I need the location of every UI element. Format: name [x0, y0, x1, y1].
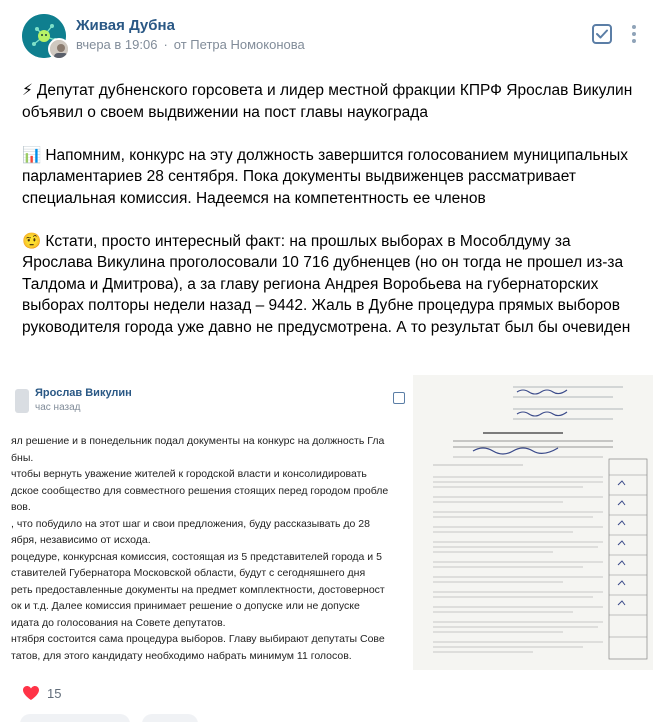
screenshot-author-name: Ярослав Викулин — [35, 387, 132, 399]
group-avatar[interactable] — [22, 14, 70, 62]
screenshot-line: вов. — [11, 501, 31, 513]
check-icon — [393, 392, 405, 404]
post-time[interactable]: вчера в 19:06 — [76, 37, 158, 52]
screenshot-line: реть предоставленные документы на предмет комплектности, достоверност — [11, 583, 385, 596]
post-actions — [592, 24, 636, 44]
screenshot-line: , что побудило на этот шаг и свои предложения, буду рассказывать до 28 — [11, 517, 370, 530]
comment-button[interactable] — [20, 714, 130, 722]
chart-icon: 📊 — [22, 146, 42, 164]
screenshot-line: ября, независимо от исхода. — [11, 534, 151, 546]
like-button[interactable] — [22, 685, 61, 701]
screenshot-line: татов, для этого кандидату необходимо набрать минимум 11 голосов. — [11, 649, 352, 662]
screenshot-line: роцедуре, конкурсная комиссия, состоящая из 5 представителей города и 5 — [11, 550, 382, 563]
screenshot-line: идата до голосования на Совете депутатов. — [11, 616, 226, 629]
screenshot-line: ял решение и в понедельник подал документы на конкурс на должность Гла — [11, 435, 385, 447]
raised-eyebrow-icon: 🤨 — [22, 232, 42, 250]
author-avatar[interactable] — [48, 38, 70, 60]
screenshot-text — [11, 433, 411, 664]
like-count: 15 — [47, 685, 62, 701]
more-vertical-icon[interactable] — [632, 25, 636, 43]
screenshot-line: дское сообщество для совместного решения стоящих перед городом пробле — [11, 484, 389, 497]
post-text — [22, 80, 636, 360]
post-paragraph-1 — [22, 80, 636, 123]
lightning-icon: ⚡ — [22, 82, 33, 99]
post-meta — [76, 37, 305, 52]
share-button[interactable] — [142, 714, 198, 722]
screenshot-line: бны. — [11, 451, 34, 464]
heart-icon — [22, 685, 40, 701]
screenshot-line: чтобы вернуть уважение жителей к городской власти и консолидировать — [11, 468, 367, 480]
post-paragraph-2 — [22, 145, 636, 210]
check-icon[interactable] — [592, 24, 612, 44]
screenshot-time: час назад — [35, 402, 81, 413]
document-scan-image — [413, 375, 653, 670]
paragraph-text: Депутат дубненского горсовета и лидер местной фракции КПРФ Ярослав Викулин объявил о своем выдвижении на пост главы наукограда — [22, 82, 633, 121]
screenshot-line: ок и т.д. Далее комиссия принимает решение о допуске или не допуске — [11, 600, 360, 612]
group-name-link[interactable]: Живая Дубна — [76, 17, 175, 34]
post-author[interactable]: от Петра Номоконова — [173, 37, 305, 52]
post-paragraph-3 — [22, 231, 636, 339]
post-photo-screenshot[interactable] — [7, 375, 411, 670]
screenshot-line: нтября состоится сама процедура выборов. Главу выбирают депутаты Сове — [11, 633, 385, 645]
post-photo-document[interactable] — [413, 375, 653, 670]
paragraph-text: Кстати, просто интересный факт: на прошлых выборах в Мособлдуму за Ярослава Викулина проголосовали 10 716 дубненцев (но он тогда не прошел из-за Талдома и Дмитрова), а за главу региона Андрея Воробьева на губернаторских выборах полторы недели назад – 9442. Жаль в Дубне процедура прямых выборов руководителя города уже давно не предусмотрена. А то результат был бы очевиден — [22, 232, 631, 336]
paragraph-text: Напомним, конкурс на эту должность завершится голосованием муниципальных парламентариев 28 сентября. Пока документы выдвиженцев рассматривает специальная комиссия. Надеемся на компетентность ее членов — [22, 146, 629, 207]
screenshot-line: ставителей Губернатора Московской области, будут с сегодняшнего дня — [11, 567, 366, 579]
meta-separator: · — [163, 37, 168, 52]
screenshot-avatar — [15, 389, 29, 413]
